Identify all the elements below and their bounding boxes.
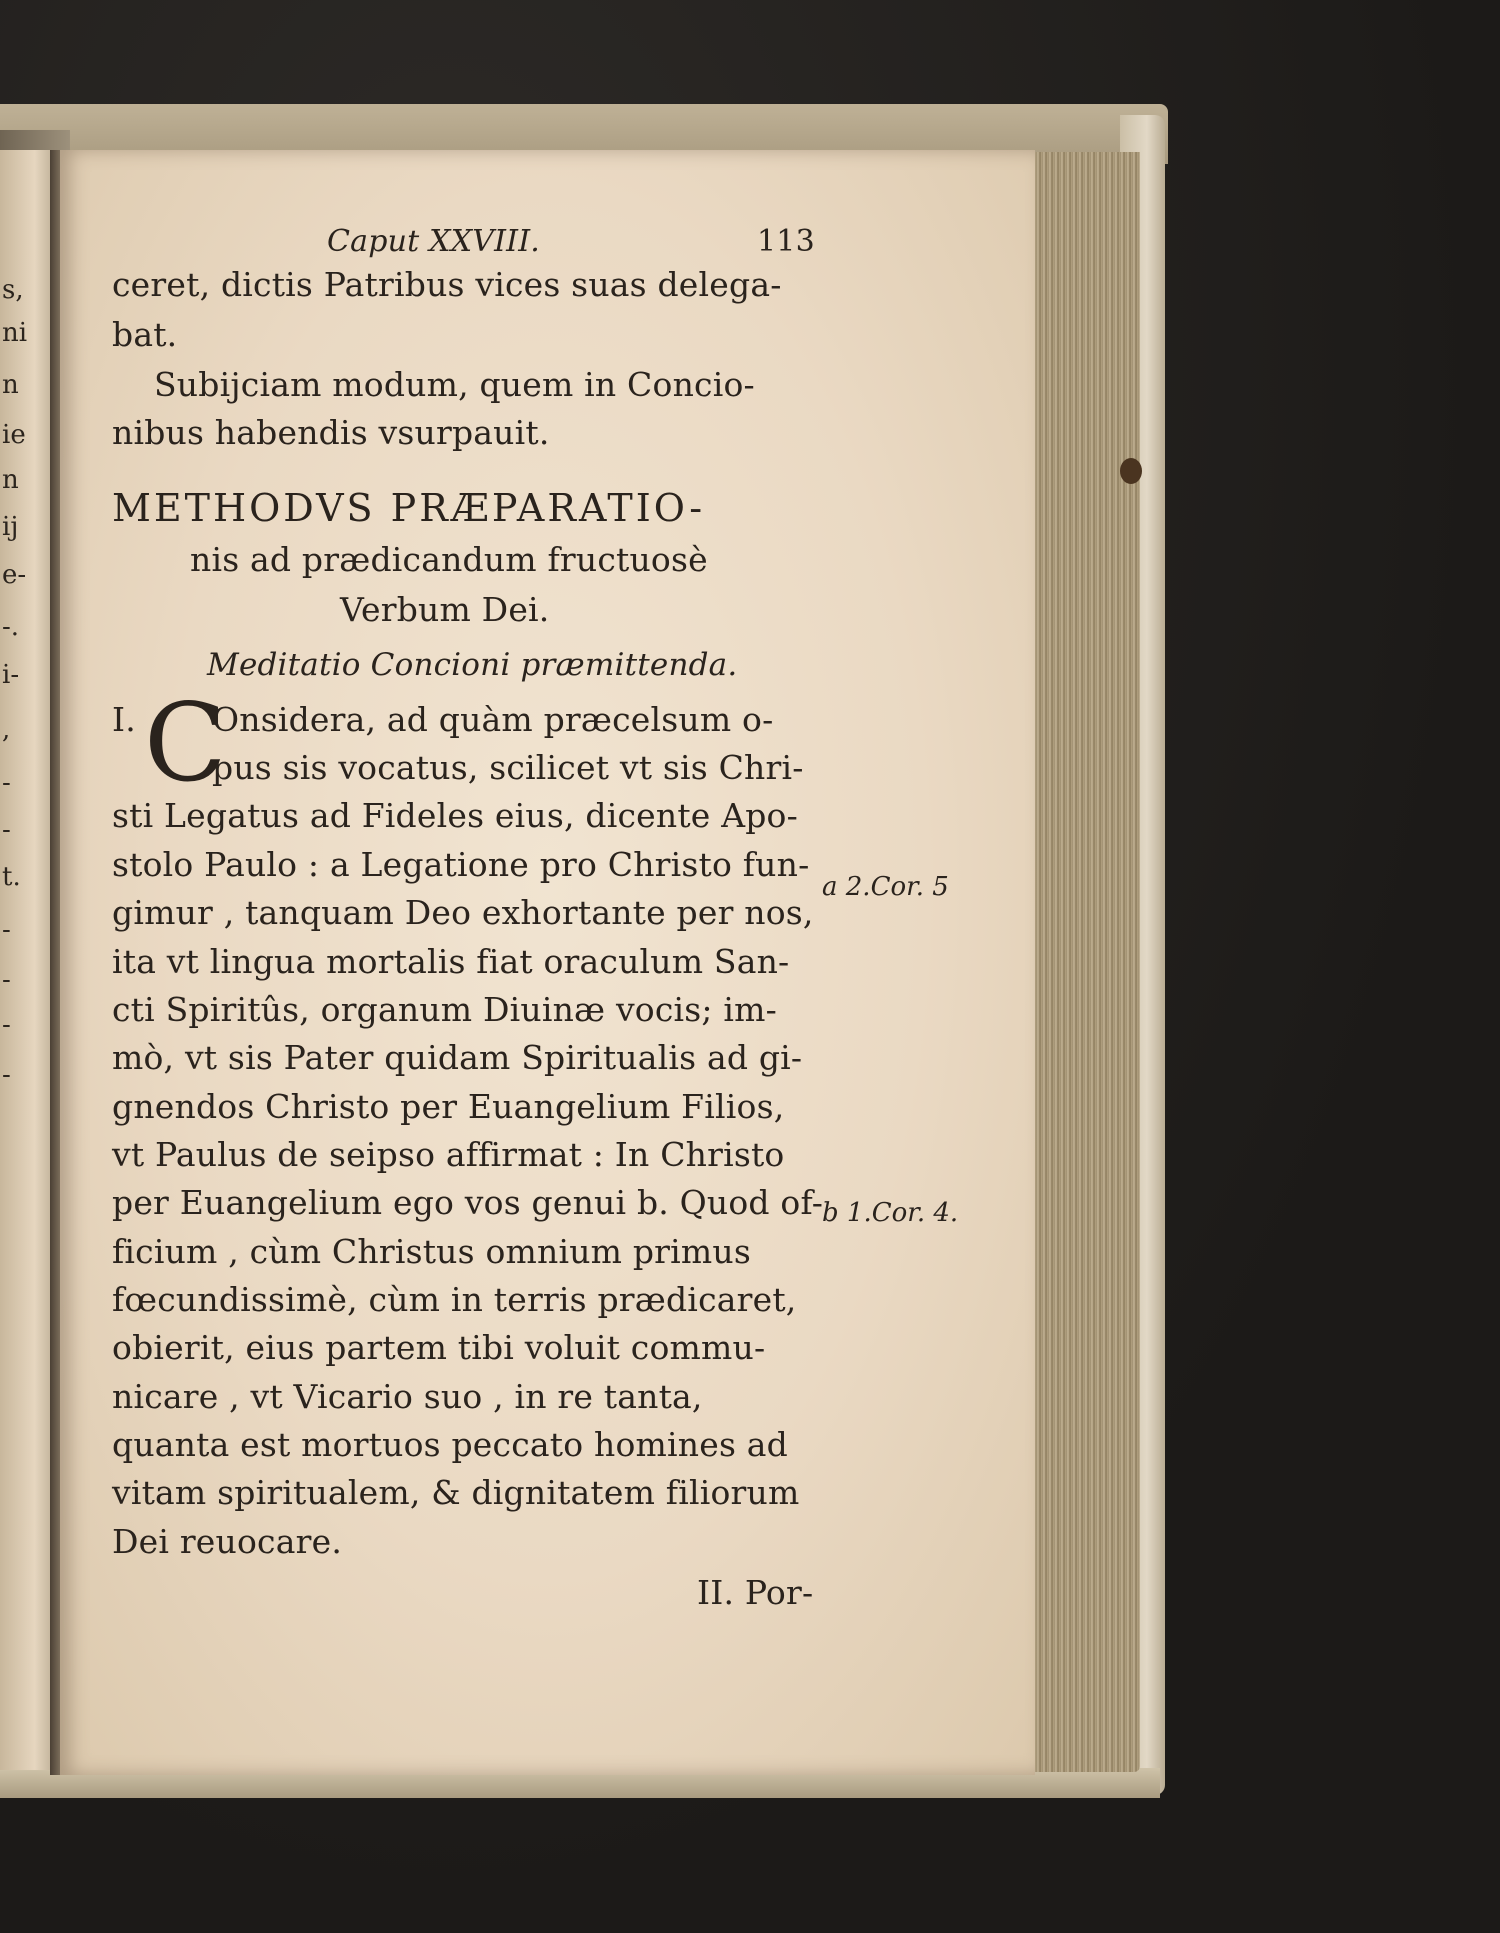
catchword: II. Por-	[697, 1573, 814, 1612]
paragraph-numeral: I.	[112, 700, 136, 739]
left-fragment: ni	[2, 318, 28, 348]
text-line: nicare , vt Vicario suo , in re tanta,	[112, 1377, 703, 1416]
left-fragment: -.	[2, 612, 20, 642]
margin-note-a: a 2.Cor. 5	[822, 872, 949, 902]
page-hole	[1120, 458, 1142, 484]
text-line: gnendos Christo per Euangelium Filios,	[112, 1087, 785, 1126]
drop-cap: C	[144, 681, 227, 806]
text-line: ficium , cùm Christus omnium primus	[112, 1232, 751, 1271]
text-line: ceret, dictis Patribus vices suas delega-	[112, 265, 782, 304]
text-line: pus sis vocatus, scilicet vt sis Chri-	[212, 748, 804, 787]
text-line: cti Spiritûs, organum Diuinæ vocis; im-	[112, 990, 778, 1029]
text-line: nibus habendis vsurpauit.	[112, 413, 550, 452]
text-line: obierit, eius partem tibi voluit commu-	[112, 1328, 766, 1367]
text-line: per Euangelium ego vos genui b. Quod of-	[112, 1183, 824, 1222]
left-fragment: ij	[2, 512, 19, 542]
text-line: Onsidera, ad quàm præcelsum o-	[212, 700, 774, 739]
left-fragment: e-	[2, 560, 27, 590]
page-number: 113	[757, 224, 815, 259]
text-line: vitam spiritualem, & dignitatem filiorum	[112, 1473, 800, 1512]
left-fragment: -	[2, 815, 11, 845]
left-fragment: n	[2, 465, 19, 495]
section-subtitle: Meditatio Concioni præmittenda.	[207, 647, 738, 683]
text-line: quanta est mortuos peccato homines ad	[112, 1425, 788, 1464]
section-title-line: Verbum Dei.	[340, 590, 550, 629]
text-line: mò, vt sis Pater quidam Spiritualis ad gi-	[112, 1038, 803, 1077]
text-line: Subijciam modum, quem in Concio-	[154, 365, 755, 404]
left-fragment: s,	[2, 275, 24, 305]
text-line: gimur , tanquam Deo exhortante per nos,	[112, 893, 814, 932]
text-line: vt Paulus de seipso affirmat : In Christo	[112, 1135, 785, 1174]
left-fragment: ie	[2, 420, 26, 450]
text-line: bat.	[112, 315, 178, 354]
text-line: ita vt lingua mortalis fiat oraculum San-	[112, 942, 790, 981]
text-line: fœcundissimè, cùm in terris prædicaret,	[112, 1280, 797, 1319]
page-edges	[1030, 152, 1140, 1772]
text-line: sti Legatus ad Fideles eius, dicente Apo-	[112, 796, 798, 835]
left-fragment: n	[2, 370, 19, 400]
left-fragment: i-	[2, 660, 20, 690]
text-line: Dei reuocare.	[112, 1522, 343, 1561]
left-fragment: -	[2, 915, 11, 945]
margin-note-b: b 1.Cor. 4.	[822, 1198, 959, 1228]
left-fragment: -	[2, 1010, 11, 1040]
text-line: stolo Paulo : a Legatione pro Christo fun-	[112, 845, 810, 884]
section-title: METHODVS PRÆPARATIO-	[112, 486, 706, 530]
left-fragment: ,	[2, 715, 11, 745]
running-title: Caput XXVIII.	[327, 224, 541, 259]
left-fragment: -	[2, 1060, 11, 1090]
left-fragment: -	[2, 965, 11, 995]
left-fragment: t.	[2, 862, 21, 892]
left-fragment: -	[2, 768, 11, 798]
section-title-line: nis ad prædicandum fructuosè	[190, 540, 708, 579]
